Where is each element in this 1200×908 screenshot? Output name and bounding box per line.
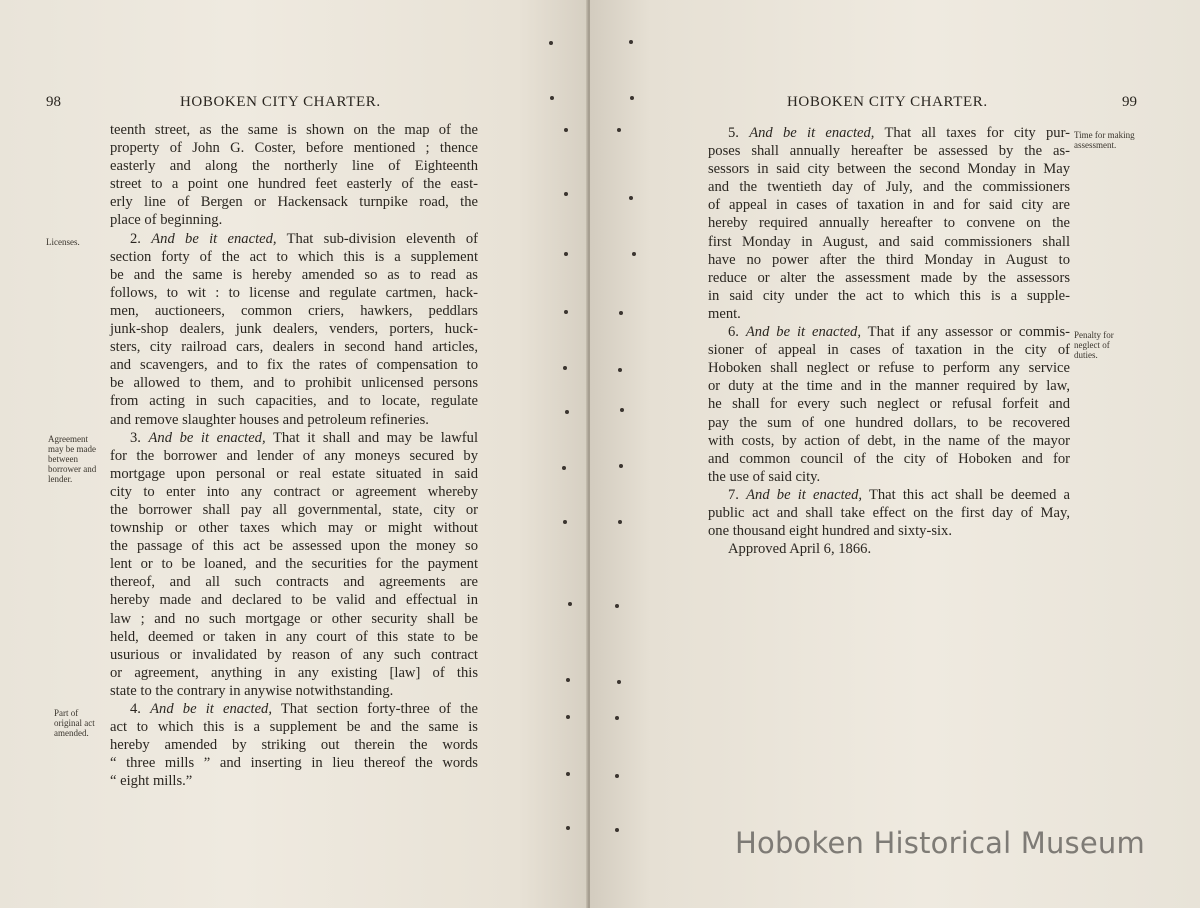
- text-line: the passage of this act be assessed upon the money so: [110, 538, 478, 555]
- text-line: men, auctioneers, common criers, hawkers, peddlars: [110, 302, 478, 319]
- left-page-number: 98: [46, 94, 61, 110]
- left-page-header: HOBOKEN CITY CHARTER.: [180, 94, 381, 110]
- binding-hole: [565, 410, 569, 414]
- binding-hole: [629, 196, 633, 200]
- binding-hole: [566, 826, 570, 830]
- enacting-phrase: And be it enacted,: [749, 125, 875, 141]
- enacting-phrase: And be it enacted,: [148, 429, 266, 446]
- text-line: public act and shall take effect on the first day of May,: [708, 504, 1070, 521]
- text-line: in said city under the act to which this is a supple-: [708, 287, 1070, 304]
- section-7-start: 7. And be it enacted, That this act shall be deemed a: [728, 486, 1071, 503]
- binding-hole: [564, 310, 568, 314]
- binding-hole: [549, 41, 553, 45]
- text-line: street to a point one hundred feet easterly of the east-: [110, 176, 478, 193]
- binding-hole: [618, 368, 622, 372]
- text-line: held, deemed or taken in any court of this state to be: [110, 628, 478, 645]
- text-line: and the twentieth day of July, and the commissioners: [708, 179, 1070, 196]
- text-line: law ; and no such mortgage or other security shall be: [110, 610, 478, 627]
- enacting-phrase: And be it enacted,: [151, 230, 277, 247]
- binding-hole: [615, 774, 619, 778]
- text-line: or agreement, anything in any existing [law] of this: [110, 664, 478, 681]
- binding-hole: [615, 716, 619, 720]
- margin-note-penalty: Penalty for neglect of duties.: [1074, 330, 1114, 360]
- text-line: “ three mills ” and inserting in lieu thereof the words: [110, 755, 478, 772]
- text-line: “ eight mills.”: [110, 773, 193, 790]
- text-line: property of John G. Coster, before mentioned ; thence: [110, 140, 478, 157]
- text-line: he shall for every such neglect or refusal forfeit and: [708, 396, 1070, 413]
- text-line: hereby amended by striking out therein the words: [110, 737, 478, 754]
- text-line: with costs, by action of debt, in the name of the mayor: [708, 432, 1070, 449]
- text-line: or duty at the time and in the manner required by law,: [708, 378, 1070, 395]
- text-line: hereby made and declared to be valid and effectual in: [110, 592, 478, 609]
- binding-hole: [617, 128, 621, 132]
- text-line: hereby required annually hereafter to convene on the: [708, 215, 1070, 232]
- binding-hole: [620, 408, 624, 412]
- text-line: act to which this is a supplement be and the same is: [110, 719, 478, 736]
- text-line: place of beginning.: [110, 212, 223, 229]
- binding-hole: [617, 680, 621, 684]
- binding-hole: [619, 311, 623, 315]
- section-5-start: 5. And be it enacted, That all taxes for city pur-: [728, 125, 1070, 141]
- text-line: be and the same is hereby amended so as to read as: [110, 266, 478, 283]
- left-page: [0, 0, 588, 908]
- text-line: and common council of the city of Hoboken and for: [708, 450, 1070, 467]
- right-page-number: 99: [1122, 94, 1137, 110]
- section-3-start: 3. And be it enacted, That it shall and may be lawful: [130, 429, 478, 446]
- text-line: easterly and along the northerly line of Eighteenth: [110, 158, 478, 175]
- text-line: pay the sum of one hundred dollars, to be recovered: [708, 414, 1070, 431]
- binding-hole: [618, 520, 622, 524]
- text-line: junk-shop dealers, junk dealers, venders, porters, huck-: [110, 321, 478, 338]
- text-line: first Monday in August, and said commissioners shall: [708, 233, 1070, 250]
- text-line: usurious or invalidated by reason of any such contract: [110, 646, 478, 663]
- text-line: sters, city railroad cars, dealers in second hand articles,: [110, 339, 478, 356]
- left-page-body: [110, 121, 478, 790]
- section-4-start: 4. And be it enacted, That section forty-three of the: [130, 701, 478, 717]
- right-page: [590, 0, 1200, 908]
- text-line: of appeal in cases of taxation in and for said city are: [708, 197, 1070, 214]
- margin-note-time-for-assessment: Time for making assessment.: [1074, 130, 1135, 150]
- text-line: have no power after the third Monday in August to: [708, 251, 1070, 268]
- binding-hole: [563, 366, 567, 370]
- text-line: thereof, and all such contracts and agreements are: [110, 574, 478, 591]
- text-line: reduce or alter the assessment made by the assessors: [708, 269, 1070, 286]
- binding-hole: [562, 466, 566, 470]
- right-page-header: HOBOKEN CITY CHARTER.: [787, 94, 988, 110]
- text-line: teenth street, as the same is shown on the map of the: [110, 122, 478, 138]
- text-line: the use of said city.: [708, 468, 821, 485]
- text-line: city to enter into any contract or agreement whereby: [110, 483, 478, 500]
- text-line: the borrower shall pay all governmental, state, city or: [110, 501, 478, 518]
- binding-hole: [630, 96, 634, 100]
- binding-hole: [550, 96, 554, 100]
- approval-date: Approved April 6, 1866.: [728, 541, 872, 558]
- binding-hole: [632, 252, 636, 256]
- text-line: poses shall annually hereafter be assessed by the as-: [708, 143, 1070, 160]
- binding-hole: [564, 252, 568, 256]
- text-line: township or other taxes which may or might without: [110, 520, 478, 537]
- text-line: erly line of Bergen or Hackensack turnpike road, the: [110, 194, 478, 211]
- section-6-start: 6. And be it enacted, That if any assessor or commis-: [728, 324, 1070, 341]
- text-line: follows, to wit : to license and regulate cartmen, hack-: [110, 284, 478, 301]
- binding-hole: [564, 192, 568, 196]
- text-line: from acting in such capacities, and to locate, regulate: [110, 393, 478, 410]
- margin-note-part-of-act: Part of original act amended.: [54, 708, 95, 738]
- text-line: lent or to be loaned, and the securities for the payment: [110, 556, 478, 573]
- binding-hole: [615, 604, 619, 608]
- museum-watermark: Hoboken Historical Museum: [735, 826, 1145, 860]
- binding-hole: [563, 520, 567, 524]
- text-line: Hoboken shall neglect or refuse to perform any service: [708, 360, 1070, 377]
- text-line: state to the contrary in anywise notwithstanding.: [110, 682, 394, 699]
- section-2-start: 2. And be it enacted, That sub-division eleventh of: [130, 230, 479, 247]
- text-line: one thousand eight hundred and sixty-six.: [708, 523, 953, 540]
- text-line: mortgage upon personal or real estate situated in said: [110, 465, 478, 482]
- enacting-phrase: And be it enacted,: [150, 701, 272, 717]
- binding-hole: [566, 678, 570, 682]
- text-line: section forty of the act to which this is a supplement: [110, 248, 478, 265]
- margin-note-licenses: Licenses.: [46, 237, 80, 247]
- binding-hole: [566, 715, 570, 719]
- right-page-body: [708, 124, 1070, 558]
- text-line: sioner of appeal in cases of taxation in the city of: [708, 342, 1070, 359]
- binding-hole: [564, 128, 568, 132]
- text-line: and scavengers, and to fix the rates of compensation to: [110, 357, 478, 374]
- enacting-phrase: And be it enacted,: [746, 486, 863, 503]
- binding-hole: [566, 772, 570, 776]
- binding-hole: [568, 602, 572, 606]
- text-line: sessors in said city between the second Monday in May: [708, 161, 1070, 178]
- text-line: and remove slaughter houses and petroleum refineries.: [110, 411, 429, 428]
- binding-hole: [619, 464, 623, 468]
- binding-hole: [615, 828, 619, 832]
- margin-note-agreement: Agreement may be made between borrower and lender.: [48, 434, 97, 484]
- binding-hole: [629, 40, 633, 44]
- text-line: for the borrower and lender of any moneys secured by: [110, 447, 478, 464]
- text-line: be allowed to them, and to prohibit unlicensed persons: [110, 375, 478, 392]
- text-line: ment.: [708, 305, 741, 322]
- enacting-phrase: And be it enacted,: [745, 324, 862, 341]
